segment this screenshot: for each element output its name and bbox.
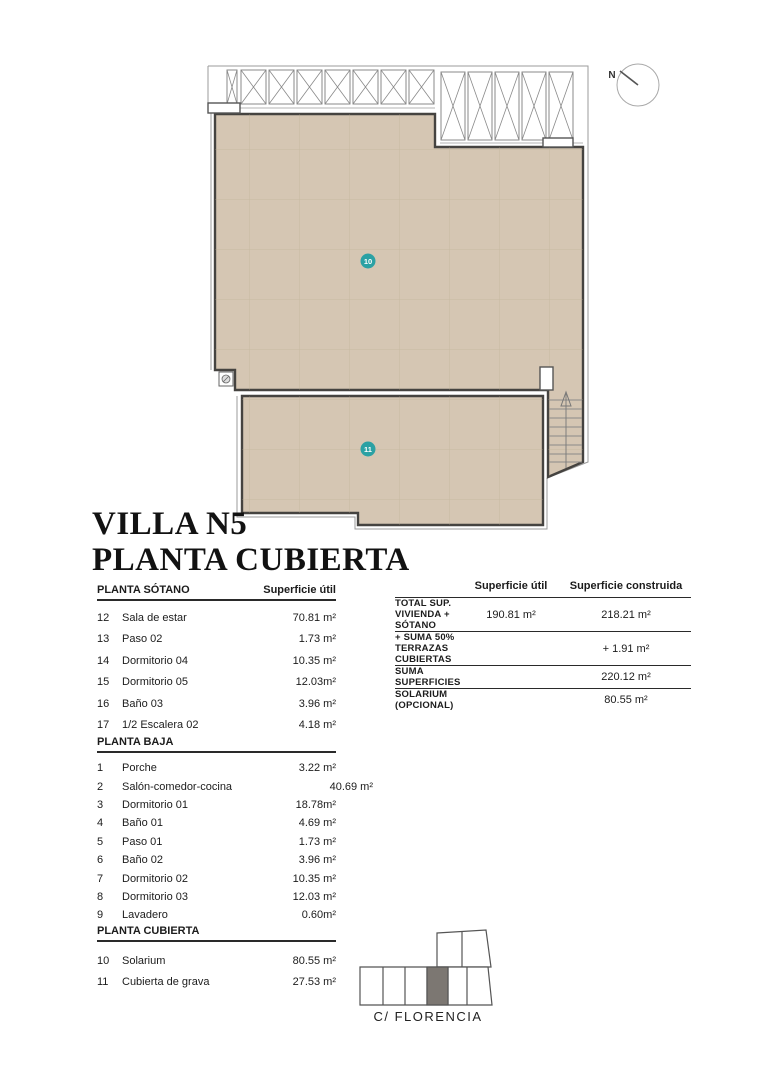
section-title: PLANTA SÓTANO: [97, 584, 190, 596]
room-name: Porche: [122, 762, 157, 775]
room-name: Sala de estar: [122, 611, 187, 624]
room-name: Baño 02: [122, 854, 163, 867]
villa-name: VILLA N5: [92, 506, 248, 542]
column-header-construida: Superficie construida: [569, 580, 683, 592]
summary-label: SOLARIUM (OPCIONAL): [395, 689, 454, 711]
row-number: 13: [97, 633, 110, 646]
section-header: [97, 925, 336, 942]
room-area: 40.69 m²: [329, 780, 373, 793]
room-area: 80.55 m²: [292, 955, 336, 968]
summary-construida-value: + 1.91 m²: [602, 642, 650, 655]
row-number: 15: [97, 676, 110, 689]
table-row: [97, 972, 336, 993]
drain-symbol: [219, 372, 233, 386]
row-number: 11: [97, 976, 109, 989]
table-row: [97, 693, 336, 715]
floor-plan-drawing: [200, 52, 700, 535]
page-title: [92, 506, 410, 578]
row-number: 6: [97, 854, 104, 867]
table-row: [97, 833, 336, 851]
table-row: [97, 629, 336, 651]
summary-row: [395, 665, 691, 688]
column-header-superficie-util: Superficie útil: [263, 584, 336, 596]
table-row: [97, 650, 336, 672]
table-row: [97, 672, 336, 694]
table-row: [97, 814, 336, 832]
pergola-beams-right: [441, 72, 573, 140]
highlighted-plot: [427, 967, 448, 1005]
room-area: 4.18 m²: [298, 719, 336, 732]
room-area: 70.81 m²: [292, 611, 336, 624]
room-name: Dormitorio 05: [122, 676, 189, 689]
room-name: Dormitorio 03: [122, 890, 189, 903]
room-name: Baño 03: [122, 697, 163, 710]
room-area: 4.69 m²: [298, 817, 336, 830]
table-row: [97, 759, 336, 777]
table-row: [97, 715, 336, 737]
row-number: 9: [97, 909, 104, 922]
section-sotano: [97, 584, 336, 736]
row-number: 5: [97, 835, 104, 848]
row-number: 2: [97, 780, 104, 793]
street-label: C/ FLORENCIA: [373, 1009, 483, 1024]
row-number: 1: [97, 762, 104, 775]
room-area: 3.96 m²: [298, 854, 336, 867]
location-key-diagram: [350, 925, 515, 1030]
summary-construida-value: 218.21 m²: [601, 608, 651, 621]
row-number: 14: [97, 654, 110, 667]
room-area: 3.22 m²: [298, 762, 336, 775]
room-name: Paso 01: [122, 835, 163, 848]
room-area: 3.96 m²: [298, 697, 336, 710]
room-name: Salón-comedor-cocina: [122, 780, 233, 793]
summary-label: + SUMA 50% TERRAZAS CUBIERTAS: [395, 632, 455, 665]
north-indicator: [608, 64, 659, 106]
section-header: [97, 584, 336, 601]
row-number: 3: [97, 798, 104, 811]
room-name: Paso 02: [122, 633, 163, 646]
summary-label: TOTAL SUP. VIVIENDA + SÓTANO: [395, 598, 452, 631]
area-marker-10-label: 10: [363, 257, 373, 266]
row-number: 7: [97, 872, 104, 885]
room-area: 10.35 m²: [292, 654, 336, 667]
room-area: 1.73 m²: [298, 835, 336, 848]
room-areas-table: [97, 584, 373, 993]
room-area: 12.03m²: [295, 676, 336, 689]
room-name: Dormitorio 04: [122, 654, 189, 667]
room-area: 1.73 m²: [298, 633, 336, 646]
upper-plots: [437, 930, 491, 967]
table-row: [97, 796, 336, 814]
summary-row: [395, 688, 691, 711]
row-number: 12: [97, 611, 110, 624]
column-header-util: Superficie útil: [474, 580, 548, 592]
summary-util-value: 190.81 m²: [486, 608, 536, 621]
row-number: 4: [97, 817, 104, 830]
section-cubierta: [97, 925, 336, 993]
totals-summary-table: [395, 580, 691, 711]
table-row: [97, 851, 336, 869]
room-name: Dormitorio 01: [122, 798, 189, 811]
floor-name: PLANTA CUBIERTA: [92, 542, 410, 578]
room-name: Baño 01: [122, 817, 163, 830]
room-area: 0.60m²: [301, 909, 336, 922]
section-title: PLANTA BAJA: [97, 736, 174, 748]
area-marker-11-label: 11: [364, 445, 372, 454]
pergola-beams-left: [227, 70, 434, 104]
room-area: 18.78m²: [295, 798, 336, 811]
table-row: [97, 607, 336, 629]
table-row: [97, 951, 336, 972]
area-marker-10: [361, 254, 376, 269]
room-area: 12.03 m²: [292, 890, 336, 903]
room-name: Cubierta de grava: [122, 976, 210, 989]
area-marker-11: [361, 442, 376, 457]
room-area: 10.35 m²: [292, 872, 336, 885]
summary-construida-value: 220.12 m²: [601, 671, 651, 683]
table-row: [97, 906, 336, 924]
section-title: PLANTA CUBIERTA: [97, 924, 200, 937]
section-baja: [97, 736, 373, 925]
table-row: [97, 888, 336, 906]
table-row: [97, 869, 336, 887]
row-number: 8: [97, 890, 104, 903]
row-number: 10: [97, 955, 110, 968]
summary-header: [395, 580, 691, 597]
section-header: [97, 736, 336, 753]
row-number: 17: [97, 719, 110, 732]
room-name: Lavadero: [122, 909, 168, 922]
room-name: Dormitorio 02: [122, 872, 189, 885]
plot-row: [360, 967, 492, 1005]
room-area: 27.53 m²: [292, 976, 336, 989]
row-number: 16: [97, 697, 110, 710]
summary-row: [395, 631, 691, 665]
room-name: 1/2 Escalera 02: [122, 719, 199, 732]
table-row: [97, 777, 373, 795]
north-label: N: [608, 70, 616, 81]
summary-label: SUMA SUPERFICIES: [395, 666, 461, 688]
summary-construida-value: 80.55 m²: [604, 694, 648, 706]
room-name: Solarium: [122, 955, 166, 968]
summary-row: [395, 597, 691, 631]
